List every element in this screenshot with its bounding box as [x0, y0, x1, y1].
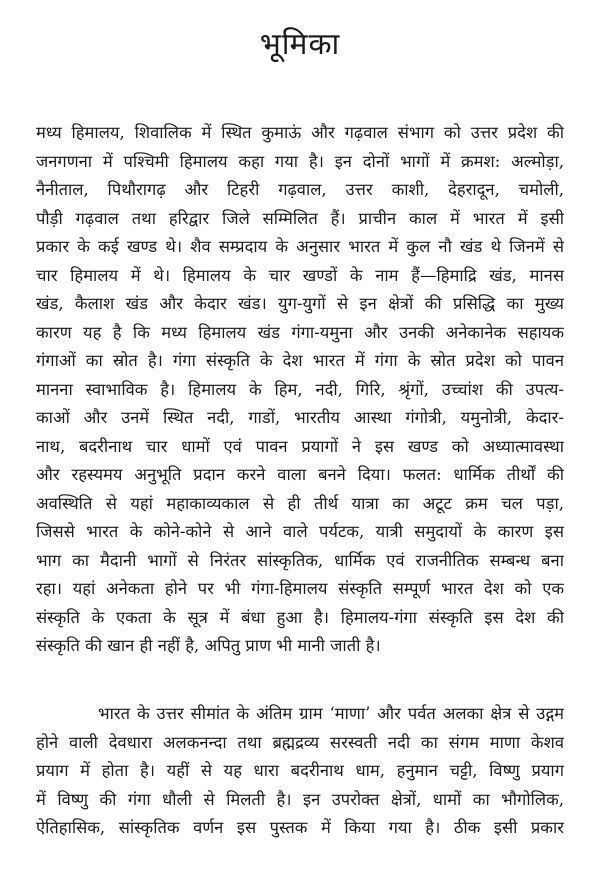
- text-line: होने वाली देवधारा अलकनन्दा तथा ब्रह्मद्रव्य सरस्वती नदी का संगम माणा केशव: [36, 732, 564, 752]
- paragraph-1: [36, 119, 564, 661]
- text-line: जिससे भारत के कोने-कोने से आने वाले पर्यटक, यात्री समुदायों के कारण इस: [36, 522, 564, 541]
- text-line: मध्य हिमालय, शिवालिक में स्थित कुमाऊं और गढ़वाल संभाग को उत्तर प्रदेश की: [36, 123, 564, 142]
- text-line: अवस्थिति से यहां महाकाव्यकाल से ही तीर्थ यात्रा का अटूट क्रम चल पड़ा,: [36, 493, 564, 513]
- text-line: संस्कृति की खान ही नहीं है, अपितु प्राण भी मानी जाती है।: [36, 636, 381, 655]
- paragraph-2: [36, 700, 564, 843]
- text-line: में विष्णु की गंगा धौली से मिलती है। इन उपरोक्त क्षेत्रों, धामों का भौगोलिक,: [36, 789, 564, 809]
- text-line: चार हिमालय में थे। हिमालय के चार खण्डों के नाम हैं—हिमाद्रि खंड, मानस: [36, 265, 564, 285]
- text-line: रहा। यहां अनेकता होने पर भी गंगा-हिमालय संस्कृति सम्पूर्ण भारत देश को एक: [36, 579, 564, 598]
- text-line: पौड़ी गढ़वाल तथा हरिद्वार जिले सम्मिलित हैं। प्राचीन काल में भारत में इसी: [36, 208, 564, 228]
- text-line: नैनीताल, पिथौरागढ़ और टिहरी गढ़वाल, उत्तर काशी, देहरादून, चमोली,: [36, 180, 564, 199]
- text-line: कारण यह है कि मध्य हिमालय खंड गंगा-यमुना और उनकी अनेकानेक सहायक: [36, 322, 564, 342]
- text-line: भाग का मैदानी भागों से निरंतर सांस्कृतिक, धार्मिक एवं राजनीतिक सम्बन्ध बना: [36, 550, 564, 570]
- text-line: काओं और उनमें स्थित नदी, गाडों, भारतीय आस्था गंगोत्री, यमुनोत्री, केदार-: [36, 408, 564, 427]
- text-line: मानना स्वाभाविक है। हिमालय के हिम, नदी, गिरि, श्रृंगों, उच्चांश की उपत्य-: [36, 379, 564, 399]
- text-line: खंड, कैलाश खंड और केदार खंड। युग-युगों से इन क्षेत्रों की प्रसिद्धि का मुख्य: [36, 294, 564, 313]
- text-line: भारत के उत्तर सीमांत के अंतिम ग्राम ‘माणा’ और पर्वत अलका क्षेत्र से उद्गम: [98, 704, 564, 723]
- text-line: नाथ, बदरीनाथ चार धामों एवं पावन प्रयागों ने इस खण्ड को अध्यात्मावस्था: [36, 436, 564, 456]
- text-line: संस्कृति के एकता के सूत्र में बंधा हुआ है। हिमालय-गंगा संस्कृति इस देश की: [36, 607, 564, 627]
- text-line: ऐतिहासिक, सांस्कृतिक वर्णन इस पुस्तक में किया गया है। ठीक इसी प्रकार: [36, 818, 564, 837]
- page-title: भूमिका: [259, 27, 341, 62]
- text-line: गंगाओं का स्रोत है। गंगा संस्कृति के देश भारत में गंगा के स्रोत प्रदेश को पावन: [36, 351, 564, 370]
- text-line: प्रयाग में होता है। यहीं से यह धारा बदरीनाथ धाम, हनुमान चट्टी, विष्णु प्रयाग: [36, 761, 564, 780]
- text-line: प्रकार के कई खण्ड थे। शैव सम्प्रदाय के अनुसार भारत में कुल नौ खंड थे जिनमें से: [36, 237, 564, 256]
- text-line: जनगणना में पश्चिमी हिमालय कहा गया है। इन दोनों भागों में क्रमश: अल्मोड़ा,: [36, 151, 564, 171]
- text-line: और रहस्यमय अनुभूति प्रदान करने वाला बनने दिया। फलत: धार्मिक तीर्थों की: [36, 465, 564, 484]
